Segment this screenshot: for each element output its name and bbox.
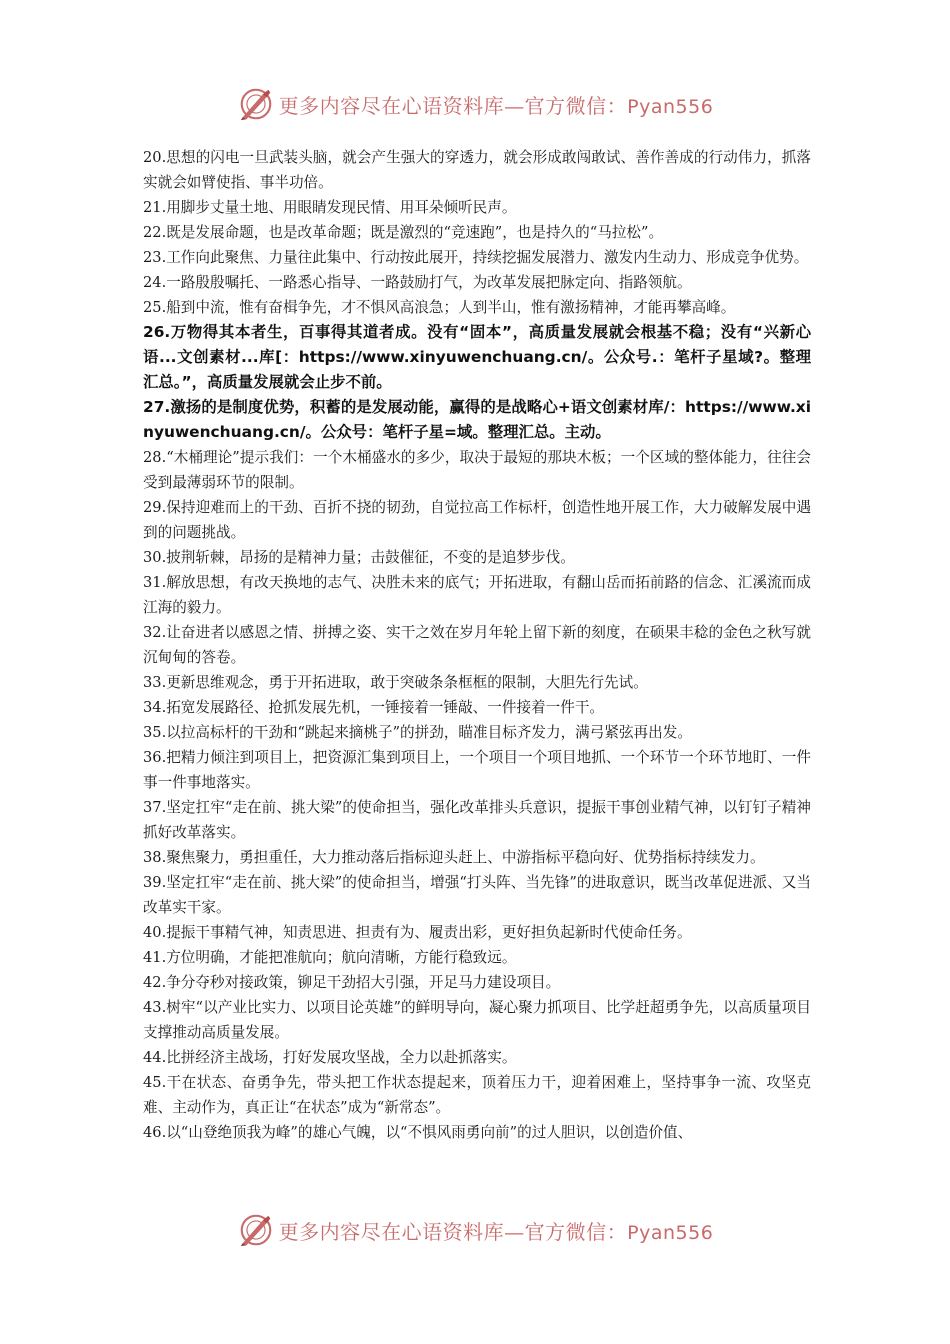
paragraph-item: 46.以“山登绝顶我为峰”的雄心气魄，以“不惧风雨勇向前”的过人胆识，以创造价值、 [143,1124,693,1141]
paragraph-item: 33.更新思维观念，勇于开拓进取，敢于突破条条框框的限制，大胆先行先试。 [143,674,648,691]
paragraph-item: 30.披荆斩棘，昂扬的是精神力量；击鼓催征，不变的是追梦步伐。 [143,549,575,566]
paragraph-item: 25.船到中流，惟有奋楫争先，才不惧风高浪急；人到半山，惟有激扬精神，才能再攀高峰。 [143,299,736,316]
paragraph-item: 45.干在状态、奋勇争先，带头把工作状态提起来，顶着压力干，迎着困难上，坚持事争一流、攻坚克难、主动作为，真正让“在状态”成为“新常态”。 [143,1074,811,1116]
footer-banner-text: 更多内容尽在心语资料库—官方微信：Pyan556 [278,1219,714,1244]
pen-circle-logo-icon [237,1211,275,1249]
paragraph-item: 23.工作向此聚焦、力量往此集中、行动按此展开，持续挖掘发展潜力、激发内生动力、形成竞争优势。 [143,249,809,266]
paragraph-item: 27.激扬的是制度优势，积蓄的是发展动能，赢得的是战略心+语文创素材库/：https://www.xinyuwenchuang.cn/。公众号：笔杆子星=域。整理汇总。主动。 [143,398,811,441]
paragraph-item: 42.争分夺秒对接政策，铆足干劲招大引强，开足马力建设项目。 [143,974,561,991]
pen-circle-logo-icon [237,85,275,123]
header-banner-text: 更多内容尽在心语资料库—官方微信：Pyan556 [278,93,714,118]
paragraph-item: 43.树牢“以产业比实力、以项目论英雄”的鲜明导向，凝心聚力抓项目、比学赶超勇争先，以高质量项目支撑推动高质量发展。 [143,999,811,1041]
paragraph-item: 36.把精力倾注到项目上，把资源汇集到项目上，一个项目一个项目地抓、一个环节一个环节地盯、一件事一件事地落实。 [143,749,811,791]
paragraph-item: 44.比拼经济主战场，打好发展攻坚战，全力以赴抓落实。 [143,1049,517,1066]
footer-banner [0,1208,950,1252]
paragraph-item: 40.提振干事精气神，知责思进、担责有为、履责出彩，更好担负起新时代使命任务。 [143,924,692,941]
paragraph-item: 29.保持迎难而上的干劲、百折不挠的韧劲，自觉拉高工作标杆，创造性地开展工作，大力破解发展中遇到的问题挑战。 [143,499,811,541]
paragraph-item: 22.既是发展命题，也是改革命题；既是激烈的“竞速跑”，也是持久的“马拉松”。 [143,224,664,241]
paragraph-item: 20.思想的闪电一旦武装头脑，就会产生强大的穿透力，就会形成敢闯敢试、善作善成的行动伟力，抓落实就会如臂使指、事半功倍。 [143,149,811,191]
header-banner [0,82,950,126]
paragraph-item: 35.以拉高标杆的干劲和“跳起来摘桃子”的拼劲，瞄准目标齐发力，满弓紧弦再出发。 [143,724,692,741]
paragraph-item: 37.坚定扛牢“走在前、挑大梁”的使命担当，强化改革排头兵意识，提振干事创业精气神，以钉钉子精神抓好改革落实。 [143,799,811,841]
paragraph-item: 28.“木桶理论”提示我们：一个木桶盛水的多少，取决于最短的那块木板；一个区域的整体能力，往往会受到最薄弱环节的限制。 [143,449,811,491]
paragraph-item: 39.坚定扛牢“走在前、挑大梁”的使命担当，增强“打头阵、当先锋”的进取意识，既当改革促进派、又当改革实干家。 [143,874,811,916]
paragraph-item: 31.解放思想，有改天换地的志气、决胜未来的底气；开拓进取，有翻山岳而拓前路的信念、汇溪流而成江海的毅力。 [143,574,811,616]
paragraph-item: 24.一路殷殷嘱托、一路悉心指导、一路鼓励打气，为改革发展把脉定向、指路领航。 [143,274,692,291]
paragraph-item: 21.用脚步丈量土地、用眼睛发现民情、用耳朵倾听民声。 [143,199,517,216]
paragraph-item: 32.让奋进者以感恩之情、拼搏之姿、实干之效在岁月年轮上留下新的刻度，在硕果丰稔的金色之秋写就沉甸甸的答卷。 [143,624,811,666]
document-body [143,145,811,1145]
paragraph-item: 26.万物得其本者生，百事得其道者成。没有“固本”，高质量发展就会根基不稳；没有“兴新心语...文创素材...库[：https://www.xinyuwenchuang.cn/。公众号.：笔杆子星域?。整理汇总。”，高质量发展就会止步不前。 [143,323,811,391]
paragraph-item: 38.聚焦聚力，勇担重任，大力推动落后指标迎头赶上、中游指标平稳向好、优势指标持续发力。 [143,849,765,866]
paragraph-item: 34.拓宽发展路径、抢抓发展先机，一锤接着一锤敲、一件接着一件干。 [143,699,605,716]
paragraph-item: 41.方位明确，才能把准航向；航向清晰，方能行稳致远。 [143,949,517,966]
